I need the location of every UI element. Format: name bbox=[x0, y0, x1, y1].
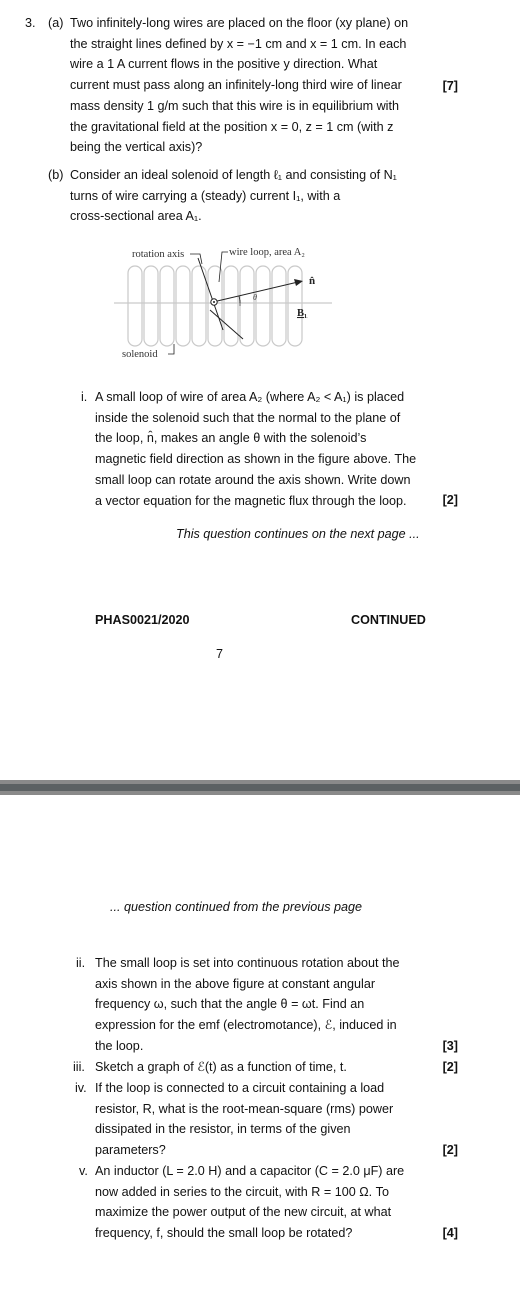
item-i-marks: [2] bbox=[442, 493, 458, 507]
continues-note: This question continues on the next page ... bbox=[176, 527, 420, 541]
text-line: dissipated in the resistor, in terms of the given bbox=[95, 1122, 351, 1137]
question-number: 3. bbox=[25, 16, 36, 30]
text-line: Consider an ideal solenoid of length ℓ₁ and consisting of N₁ bbox=[70, 168, 397, 182]
rotation-axis-leader bbox=[190, 254, 202, 264]
continued-label: CONTINUED bbox=[351, 613, 426, 627]
text-line: The small loop is set into continuous rotation about the bbox=[95, 956, 400, 970]
text-line: turns of wire carrying a (steady) current I₁, with a bbox=[70, 188, 341, 203]
item-v-text bbox=[95, 1161, 404, 1244]
text-line: resistor, R, what is the root-mean-square (rms) power bbox=[95, 1101, 394, 1116]
text-line: parameters? bbox=[95, 1143, 166, 1158]
text-line: being the vertical axis)? bbox=[70, 140, 203, 155]
exam-page-8 bbox=[0, 795, 520, 1306]
text-line: An inductor (L = 2.0 H) and a capacitor (C = 2.0 μF) are bbox=[95, 1164, 405, 1178]
solenoid-label: solenoid bbox=[122, 349, 158, 360]
text-line: Two infinitely-long wires are placed on the floor (xy plane) on bbox=[70, 16, 409, 30]
item-iv-marks: [2] bbox=[442, 1143, 458, 1157]
text-line: If the loop is connected to a circuit containing a load bbox=[95, 1081, 385, 1095]
text-line: mass density 1 g/m such that this wire is in equilibrium with bbox=[70, 98, 399, 113]
part-b-label: (b) bbox=[48, 168, 64, 182]
part-a-label: (a) bbox=[48, 16, 64, 30]
text-line: the gravitational field at the position x = 0, z = 1 cm (with z bbox=[70, 119, 394, 134]
text-line: the loop. bbox=[95, 1038, 144, 1053]
item-iv-text bbox=[95, 1078, 393, 1161]
text-line: cross-sectional area A₁. bbox=[70, 209, 202, 224]
item-iii-marks: [2] bbox=[442, 1060, 458, 1074]
text-line: inside the solenoid such that the normal to the plane of bbox=[95, 410, 401, 425]
item-ii-marks: [3] bbox=[442, 1039, 458, 1053]
continued-note: ... question continued from the previous page bbox=[110, 900, 363, 914]
normal-label: n̂ bbox=[309, 275, 316, 287]
text-line: magnetic field direction as shown in the figure above. The bbox=[95, 452, 417, 467]
field-label: B₁ bbox=[297, 308, 308, 319]
text-line: maximize the power output of the new circuit, at what bbox=[95, 1205, 392, 1220]
item-v-marks: [4] bbox=[442, 1226, 458, 1240]
rotation-axis-label: rotation axis bbox=[132, 249, 185, 260]
course-code: PHAS0021/2020 bbox=[95, 613, 190, 627]
text-line: current must pass along an infinitely-long third wire of linear bbox=[70, 78, 402, 93]
page-separator bbox=[0, 780, 520, 795]
solenoid-figure bbox=[110, 238, 350, 368]
item-i-label: i. bbox=[81, 390, 88, 404]
item-ii-text bbox=[95, 953, 400, 1057]
item-iv-label: iv. bbox=[75, 1081, 87, 1095]
item-iii-label: iii. bbox=[73, 1060, 85, 1074]
item-iii-text bbox=[95, 1057, 347, 1078]
text-line: A small loop of wire of area A₂ (where A₂ < A₁) is placed bbox=[95, 390, 405, 404]
text-line: wire a 1 A current flows in the positive y direction. What bbox=[70, 57, 378, 72]
text-line: the loop, n̂, makes an angle θ with the solenoid’s bbox=[95, 431, 367, 446]
wire-loop-label: wire loop, area A₂ bbox=[229, 247, 305, 258]
theta-label: θ bbox=[253, 293, 257, 302]
item-v-label: v. bbox=[79, 1164, 88, 1178]
part-a-text bbox=[70, 13, 408, 158]
text-line: frequency ω, such that the angle θ = ωt. Find an bbox=[95, 997, 365, 1012]
text-line: expression for the emf (electromotance), ℰ, induced in bbox=[95, 1018, 397, 1033]
text-line: the straight lines defined by x = −1 cm and x = 1 cm. In each bbox=[70, 36, 407, 51]
text-line: frequency, f, should the small loop be rotated? bbox=[95, 1226, 353, 1241]
part-b-text bbox=[70, 165, 397, 227]
text-line: a vector equation for the magnetic flux through the loop. bbox=[95, 493, 407, 508]
rotation-axis-line bbox=[198, 258, 223, 330]
item-i-text bbox=[95, 387, 416, 511]
text-line: axis shown in the above figure at constant angular bbox=[95, 976, 376, 991]
page-number: 7 bbox=[216, 647, 224, 661]
text-line: Sketch a graph of ℰ(t) as a function of time, t. bbox=[95, 1060, 347, 1074]
part-a-marks: [7] bbox=[442, 79, 458, 93]
text-line: now added in series to the circuit, with R = 100 Ω. To bbox=[95, 1184, 389, 1199]
item-ii-label: ii. bbox=[76, 956, 86, 970]
text-line: small loop can rotate around the axis shown. Write down bbox=[95, 472, 411, 487]
